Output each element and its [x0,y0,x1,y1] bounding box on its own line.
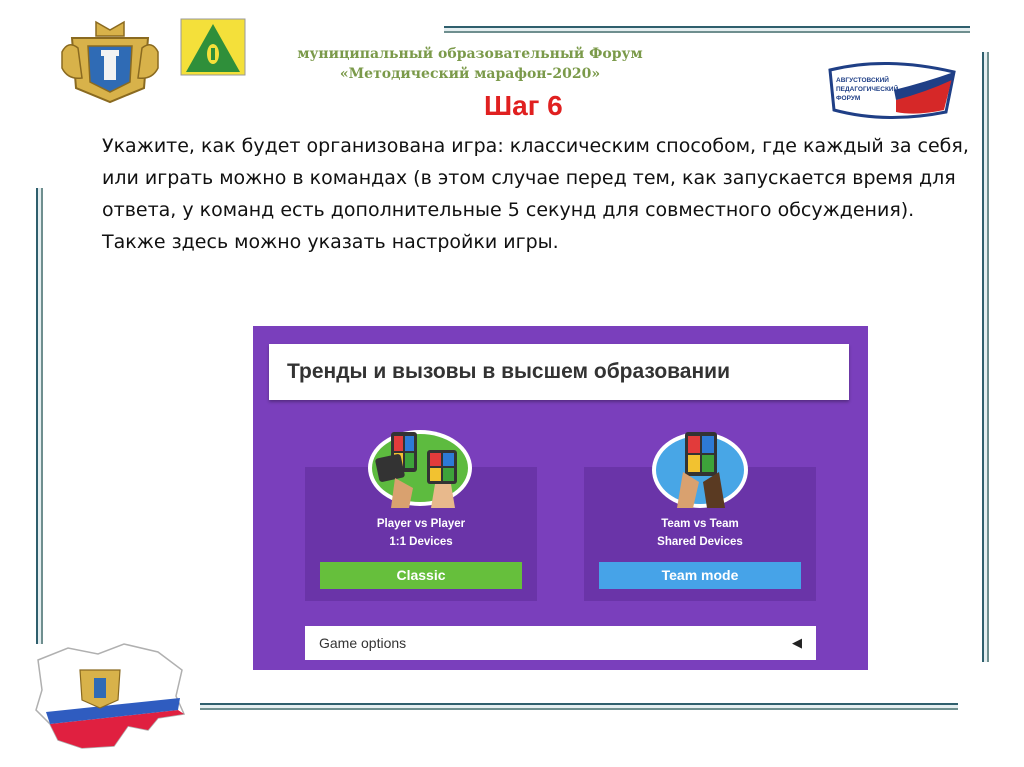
game-options-label: Game options [319,635,407,651]
instructions-paragraph-2: Также здесь можно указать настройки игры. [102,231,559,253]
frame-line-top [444,26,970,33]
svg-text:ФОРУМ: ФОРУМ [836,95,861,102]
forum-title [290,44,650,84]
team-mode-button[interactable]: Team mode [599,562,801,589]
step-title: Шаг 6 [484,90,563,121]
svg-text:АВГУСТОВСКИЙ: АВГУСТОВСКИЙ [836,77,889,84]
classic-mode-line2: 1:1 Devices [389,536,453,548]
forum-title-line1: муниципальный образовательный Форум [297,46,643,62]
team-vs-team-illustration-icon [649,428,751,510]
svg-text:ПЕДАГОГИЧЕСКИЙ: ПЕДАГОГИЧЕСКИЙ [836,86,899,93]
instructions-text [102,130,972,258]
instructions-paragraph-1: Укажите, как будет организована игра: классическим способом, где каждый за себя, или играть можно в командах (в этом случае перед тем, как запускается время для ответа, у команд есть дополнительные 5 секунд для совместного обсуждения). [102,135,969,221]
region-coat-of-arms-icon [58,18,162,104]
game-mode-panel [253,326,868,670]
frame-line-right [982,52,989,662]
classic-button[interactable]: Classic [320,562,522,589]
team-mode-line2: Shared Devices [657,536,743,548]
city-emblem-icon [180,18,246,76]
player-vs-player-illustration-icon [365,428,475,510]
kahoot-title: Тренды и вызовы в высшем образовании [269,344,849,400]
frame-line-bottom [200,703,958,710]
forum-logo [826,60,958,126]
frame-line-left [36,188,43,644]
classic-mode-line1: Player vs Player [376,518,466,530]
forum-title-line2: «Методический марафон-2020» [339,66,601,82]
game-options-dropdown[interactable] [305,626,816,660]
triangle-left-icon: ◀ [792,635,802,650]
team-mode-line1: Team vs Team [661,518,739,530]
region-map-icon [28,640,190,752]
